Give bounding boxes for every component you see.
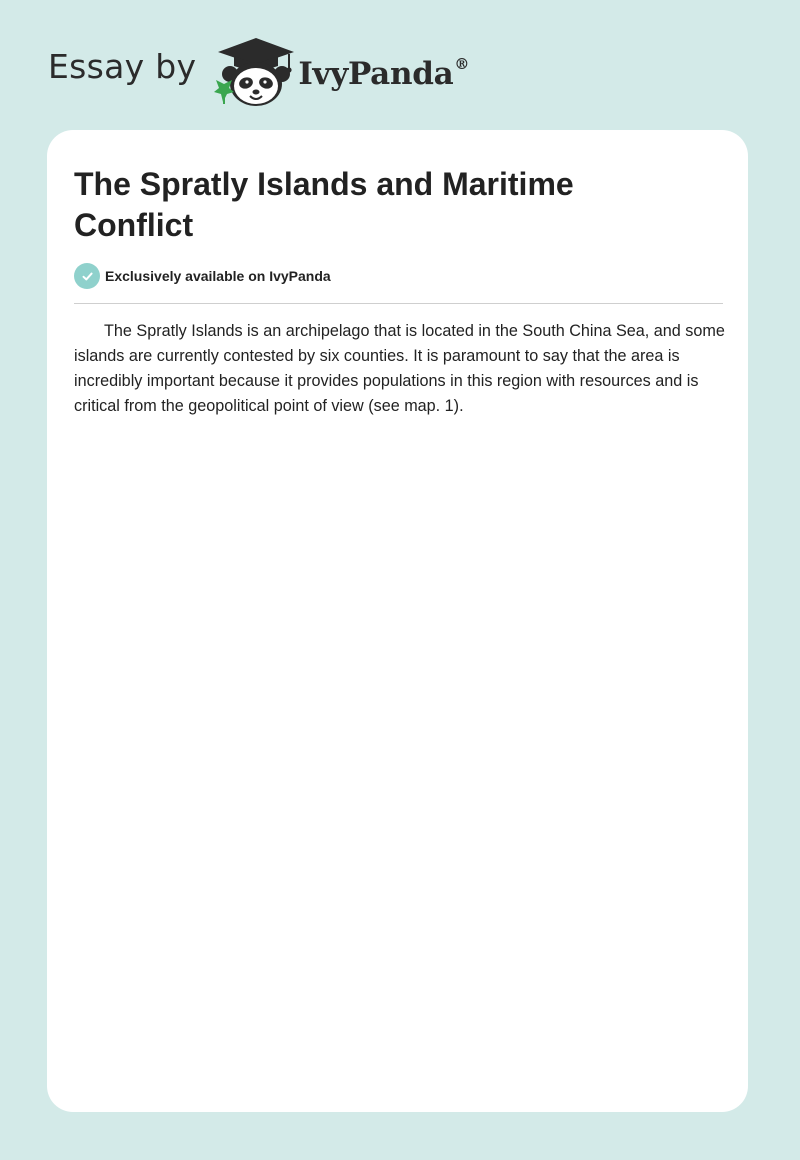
brand-text: IvyPanda [298,56,454,92]
essay-by-label: Essay by [48,46,197,86]
essay-paragraph: The Spratly Islands is an archipelago that is located in the South China Sea, and some islands are currently contested by six counties. It is paramount to say that the area is incredibly important because it provides populations in this region with resources and is critical from the geopolitical point of view (see map. 1). [74,322,725,415]
exclusive-badge-text: Exclusively available on IvyPanda [105,268,331,284]
essay-title: The Spratly Islands and Maritime Conflict [74,166,574,243]
registered-mark: ® [454,54,470,73]
site-header [48,34,469,110]
divider [74,303,723,304]
essay-card [47,130,748,1112]
brand-name[interactable] [298,56,469,92]
check-icon [74,263,100,289]
ivypanda-logo-icon[interactable] [210,34,300,110]
exclusive-badge [74,263,331,289]
